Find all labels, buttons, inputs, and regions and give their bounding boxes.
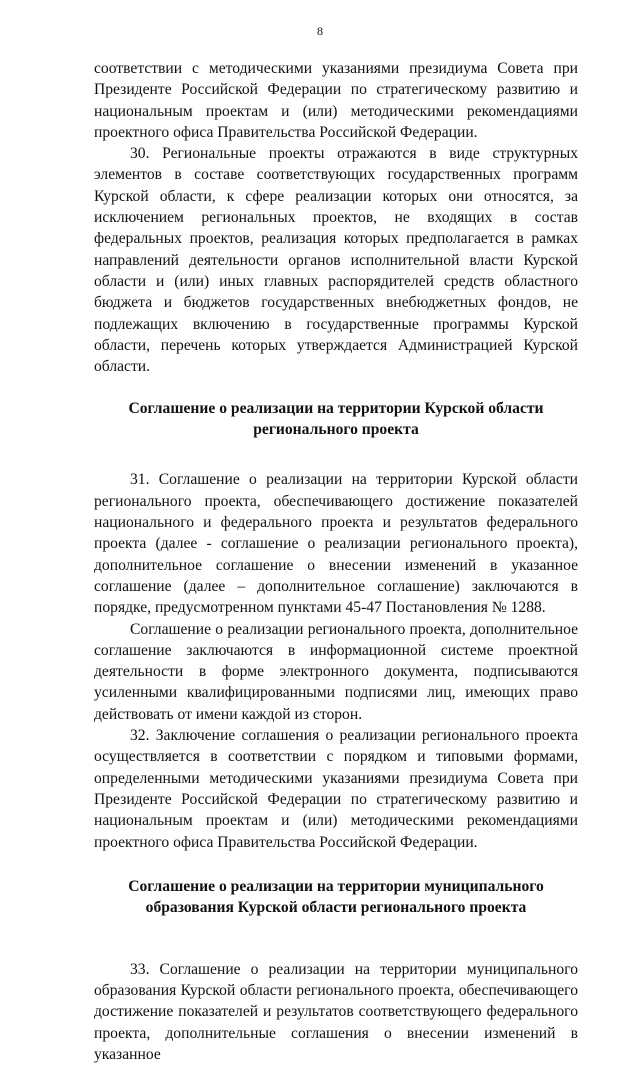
paragraph-continuation: соответствии с методическими указаниями президиума Совета при Президенте Российской Федерации по стратегическому развитию и национальным проектам и (или) методическими рекомендациями проектного офиса Правительства Российской Федерации. — [94, 60, 578, 141]
document-body — [94, 58, 578, 1065]
paragraph-30: 30. Региональные проекты отражаются в виде структурных элементов в составе соответствующих государственных программ Курской области, к сфере реализации которых они относятся, за исключением региональных проектов, не входящих в состав федеральных проектов, реализация которых предполагается в рамках направлений деятельности органов исполнительной власти Курской области и (или) иных главных распорядителей средств областного бюджета и бюджетов государственных внебюджетных фондов, не подлежащих включению в государственные программы Курской области, перечень которых утверждается Администрацией Курской области. — [94, 145, 578, 376]
section-heading-regional-agreement: Соглашение о реализации на территории Курской области регионального проекта — [128, 400, 544, 439]
page-number: 8 — [317, 24, 323, 38]
paragraph-32: 32. Заключение соглашения о реализации регионального проекта осуществляется в соответствии с порядком и типовыми формами, определенными методическими указаниями президиума Совета при Президенте Российской Федерации по стратегическому развитию и национальным проектам и (или) методическими рекомендациями проектного офиса Правительства Российской Федерации. — [94, 727, 578, 851]
paragraph-31: 31. Соглашение о реализации на территории Курской области регионального проекта, обеспечивающего достижение показателей национального и федерального проекта и результатов федерального проекта (далее - соглашение о реализации регионального проекта), дополнительное соглашение о внесении изменений в указанное соглашение (далее – дополнительное соглашение) заключаются в порядке, предусмотренном пунктами 45-47 Постановления № 1288. — [94, 471, 578, 617]
paragraph-33: 33. Соглашение о реализации на территории муниципального образования Курской области регионального проекта, обеспечивающего достижение показателей и результатов соответствующего федерального проекта, дополнительные соглашения о внесении изменений в указанное — [94, 960, 578, 1063]
paragraph-31-signing: Соглашение о реализации регионального проекта, дополнительное соглашение заключаются в информационной системе проектной деятельности в форме электронного документа, подписываются усиленными квалифицированными подписями лиц, имеющих право действовать от имени каждой из сторон. — [94, 620, 578, 723]
section-heading-municipal-agreement: Соглашение о реализации на территории муниципального образования Курской области регионального проекта — [128, 877, 544, 916]
